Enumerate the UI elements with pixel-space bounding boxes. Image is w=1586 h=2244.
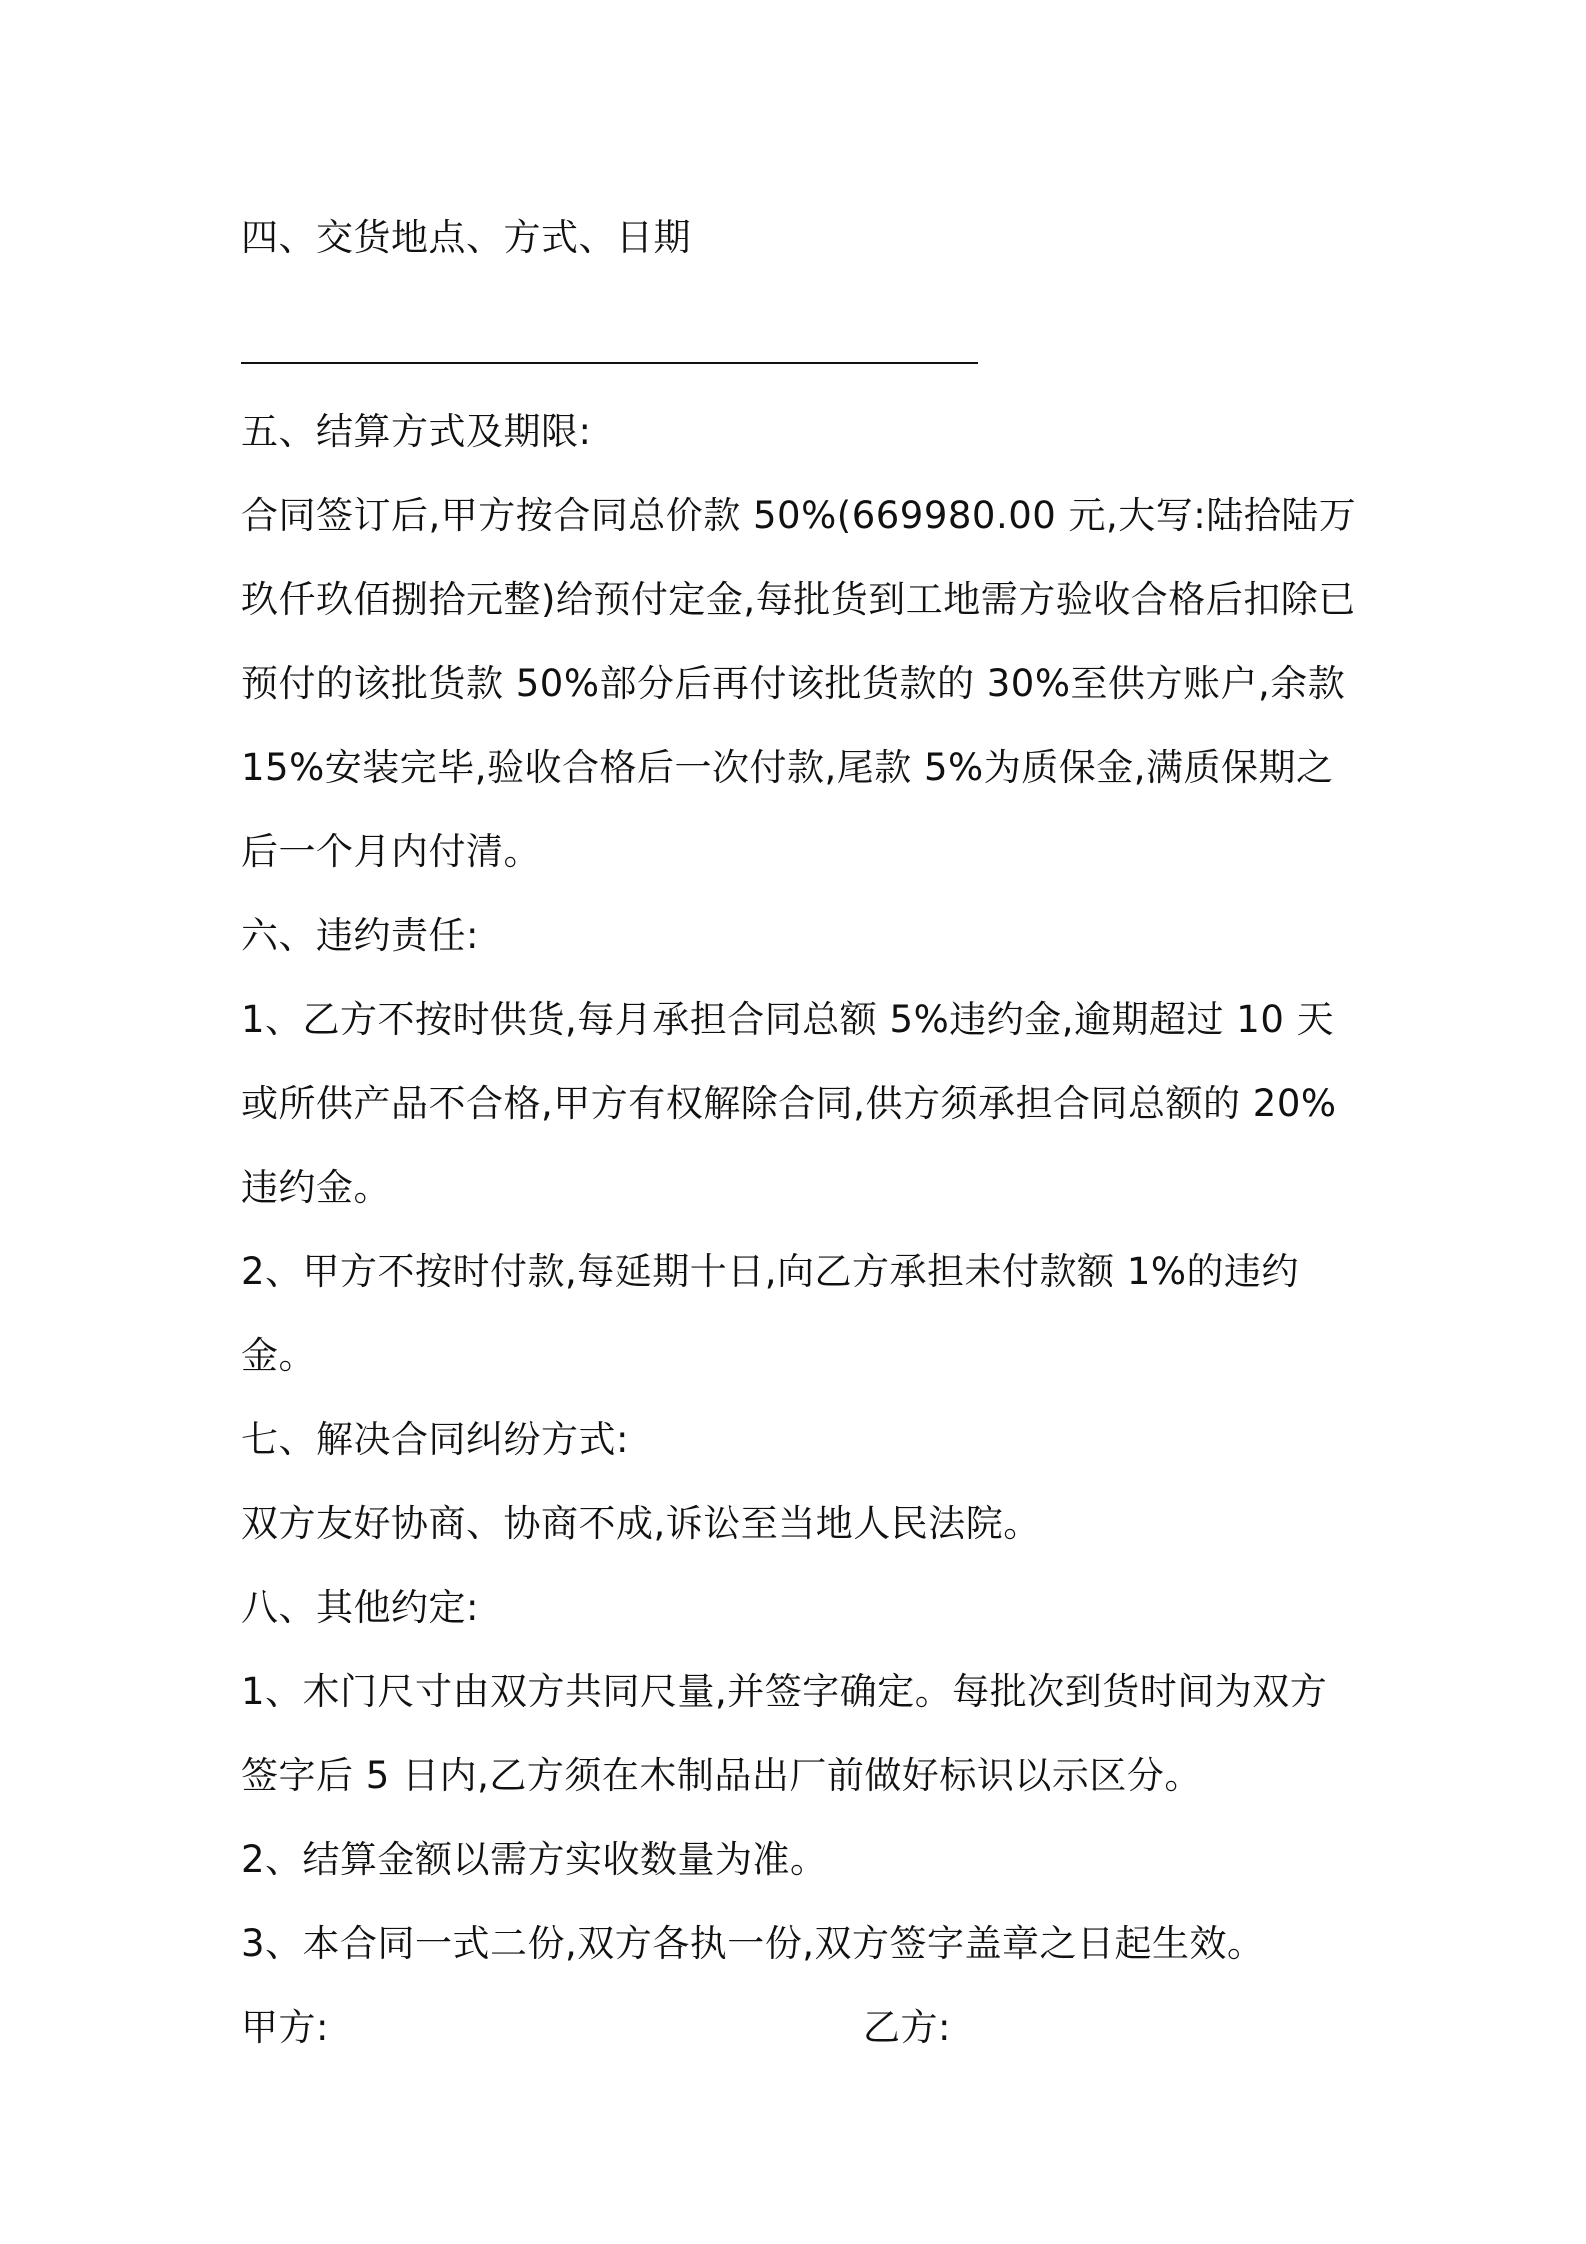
section-8-item-3: 3、本合同一式二份,双方各执一份,双方签字盖章之日起生效。	[241, 1922, 1265, 1965]
section-6-item-1: 1、乙方不按时供货,每月承担合同总额 5%违约金,逾期超过 10 天或所供产品不合格,甲方有权解除合同,供方须承担合同总额的 20%违约金。	[241, 998, 1337, 1209]
section-8-title: 八、其他约定:	[241, 1586, 479, 1629]
section-5-body: 合同签订后,甲方按合同总价款 50%(669980.00 元,大写:陆拾陆万玖仟玖佰捌拾元整)给预付定金,每批货到工地需方验收合格后扣除已预付的该批货款 50%部分后再付该批货款的 30%至供方账户,余款 15%安装完毕,验收合格后一次付款,尾款 5%为质保金,满质保期之后一个月内付清。	[241, 494, 1357, 873]
contract-content	[241, 196, 1361, 2070]
section-6-item-2: 2、甲方不按时付款,每延期十日,向乙方承担未付款额 1%的违约金。	[241, 1250, 1300, 1377]
section-6-title: 六、违约责任:	[241, 914, 479, 957]
section-8-item-2: 2、结算金额以需方实收数量为准。	[241, 1838, 828, 1881]
party-a-signature-label: 甲方:	[241, 2006, 329, 2049]
section-7-body: 双方友好协商、协商不成,诉讼至当地人民法院。	[241, 1502, 1041, 1545]
section-5-title: 五、结算方式及期限:	[241, 410, 592, 453]
section-4-title: 四、交货地点、方式、日期	[241, 216, 691, 259]
party-b-signature-label: 乙方:	[863, 2006, 951, 2049]
section-7-title: 七、解决合同纠纷方式:	[241, 1418, 629, 1461]
signature-row	[241, 1986, 1361, 2070]
blank-fill-line	[241, 362, 978, 364]
section-8-item-1: 1、木门尺寸由双方共同尺量,并签字确定。每批次到货时间为双方签字后 5 日内,乙方须在木制品出厂前做好标识以示区分。	[241, 1670, 1328, 1797]
